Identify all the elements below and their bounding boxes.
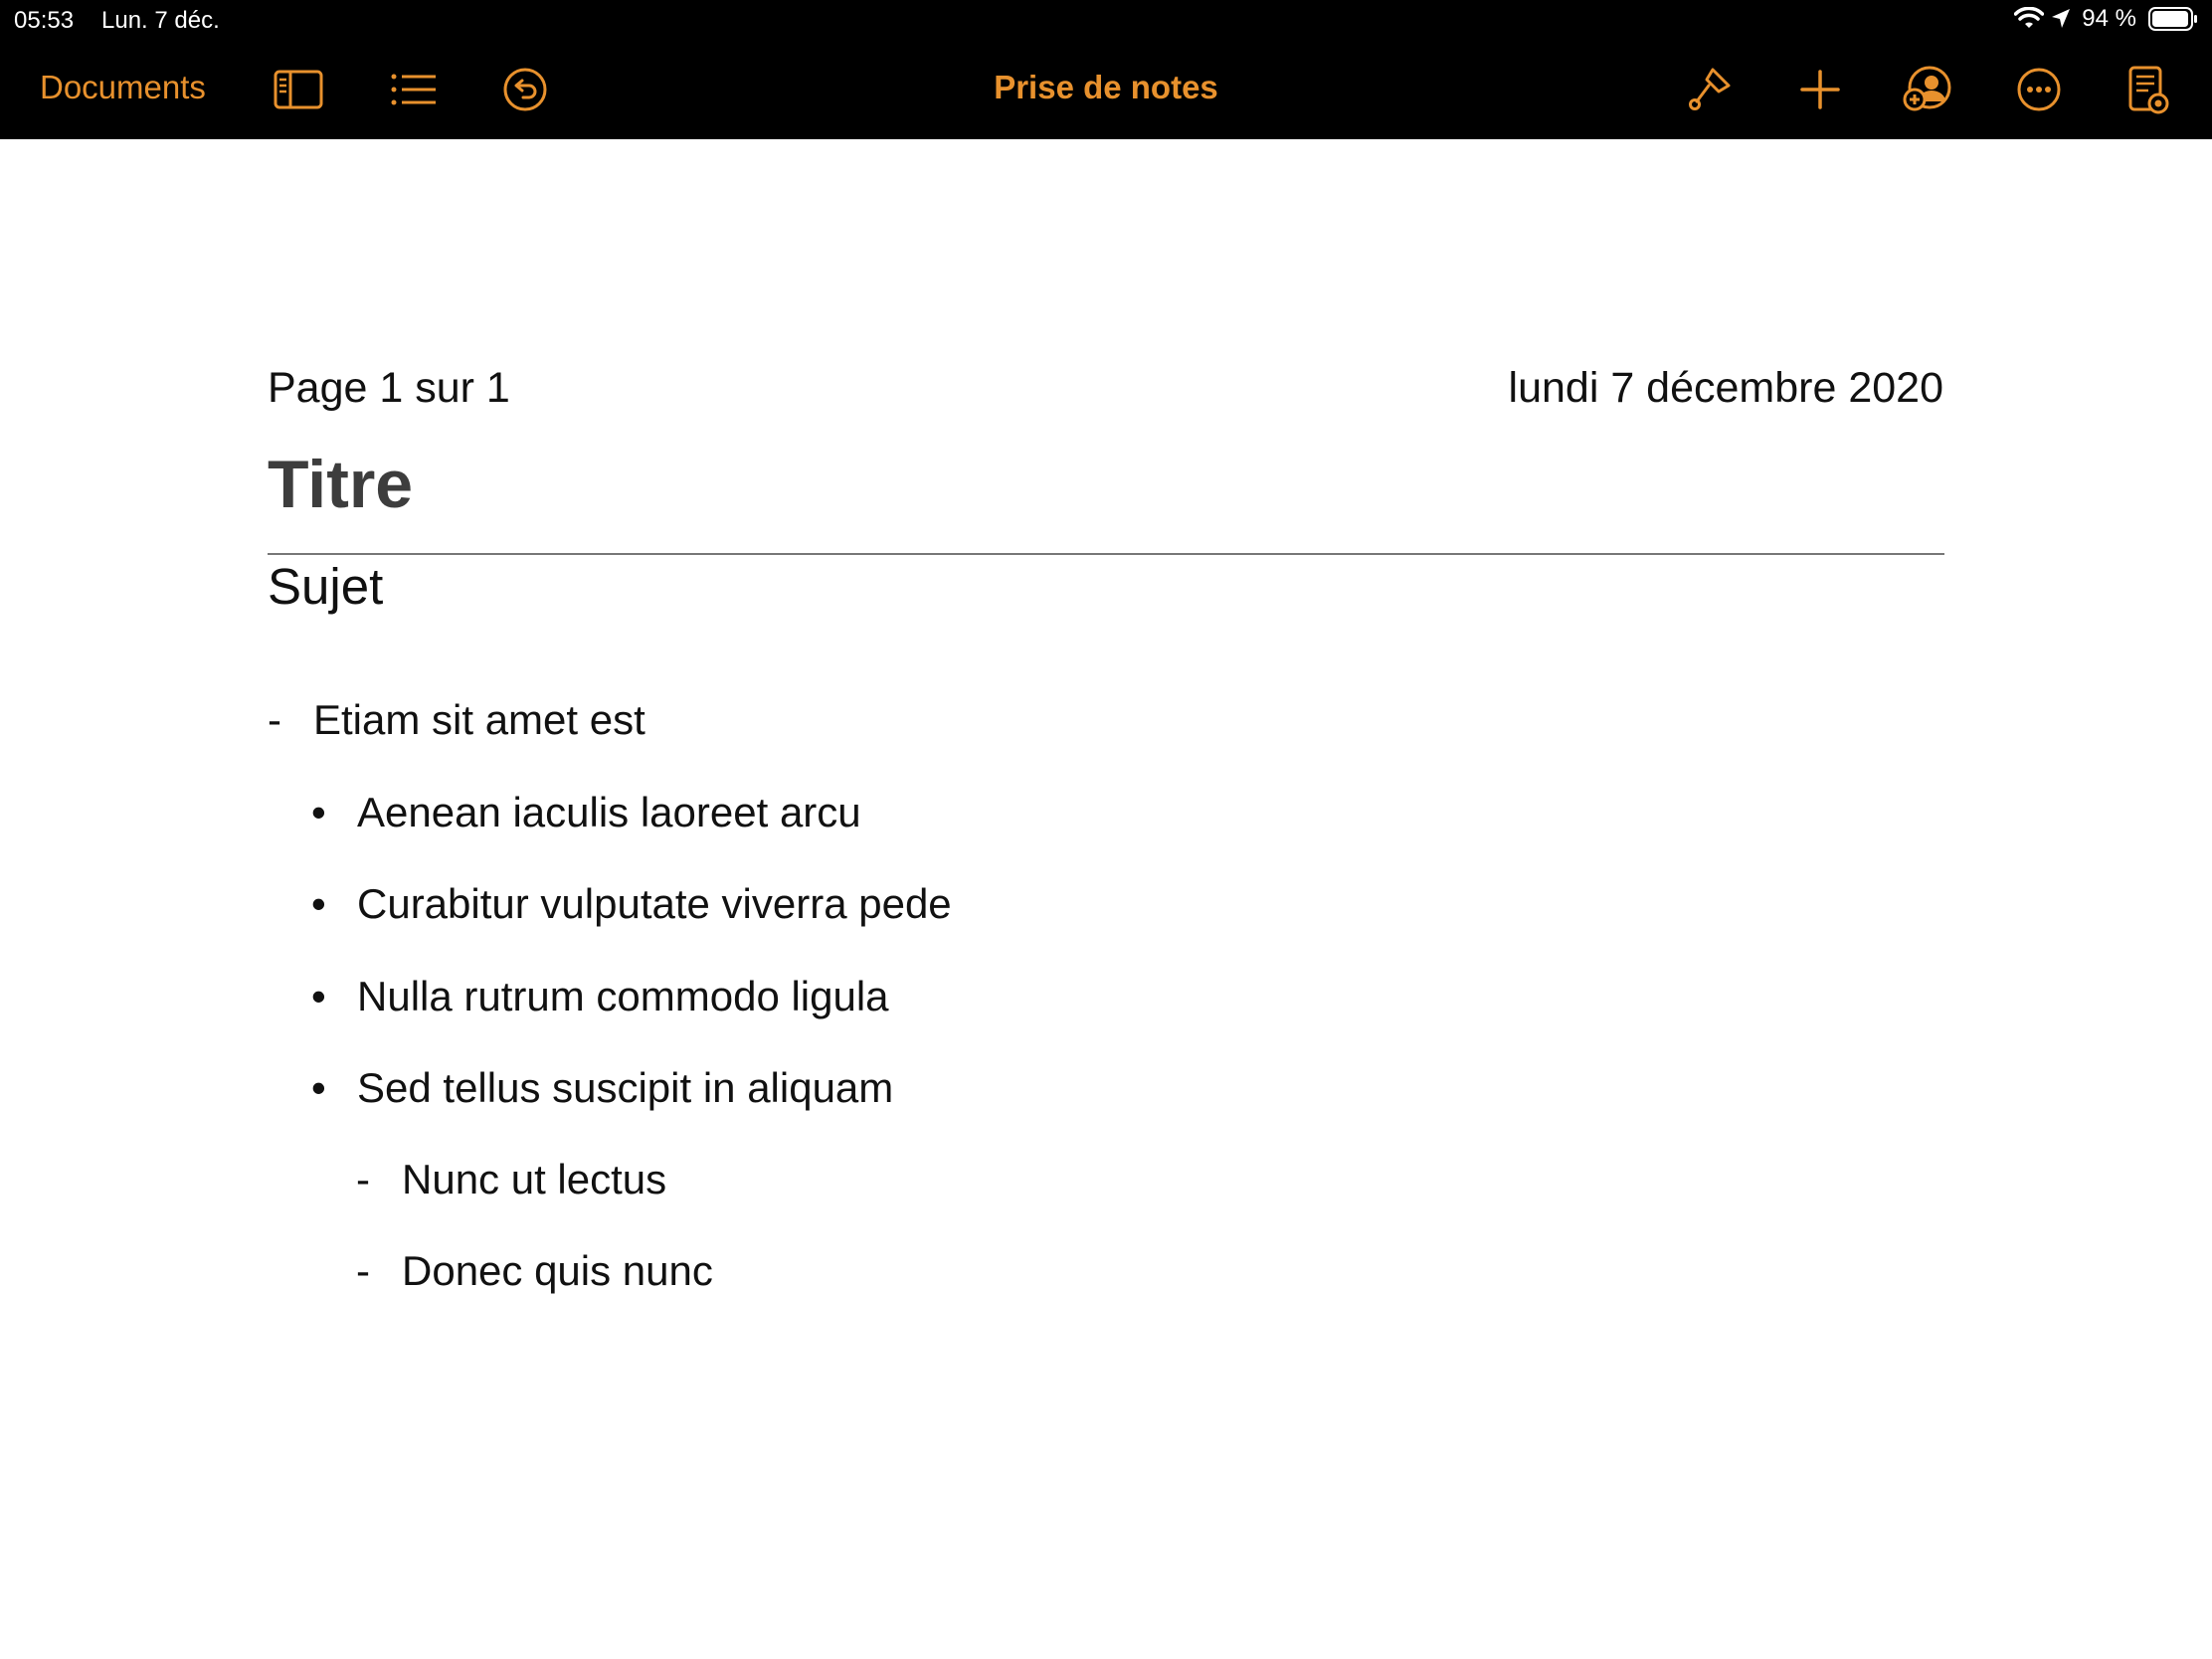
document-page[interactable] — [0, 139, 2212, 1659]
bullet-marker: • — [311, 973, 326, 1019]
page-header-left: Page 1 sur 1 — [268, 364, 510, 412]
location-icon — [2050, 7, 2072, 31]
dash-marker: - — [356, 1247, 370, 1294]
list-item[interactable] — [311, 789, 861, 836]
paintbrush-icon[interactable] — [1683, 62, 1739, 117]
list-item[interactable] — [311, 973, 889, 1020]
list-item[interactable] — [356, 1156, 667, 1203]
plus-icon[interactable] — [1792, 62, 1848, 117]
list-item[interactable] — [268, 696, 645, 744]
list-item[interactable] — [311, 880, 952, 928]
more-icon[interactable] — [2011, 62, 2067, 117]
document-title: Prise de notes — [994, 69, 1218, 105]
list-item-text: Donec quis nunc — [402, 1247, 713, 1294]
divider — [268, 553, 1944, 555]
status-date: Lun. 7 déc. — [101, 7, 220, 34]
wifi-icon — [2014, 7, 2044, 31]
note-subject[interactable]: Sujet — [268, 558, 384, 615]
list-item-text: Curabitur vulputate viverra pede — [357, 880, 952, 927]
status-time: 05:53 — [14, 7, 75, 34]
list-item[interactable] — [311, 1064, 894, 1112]
page-header-right: lundi 7 décembre 2020 — [1508, 364, 1943, 412]
bullet-marker: • — [311, 1064, 326, 1111]
list-item-text: Sed tellus suscipit in aliquam — [357, 1064, 894, 1111]
document-view-icon[interactable] — [2120, 62, 2176, 117]
documents-button[interactable]: Documents — [40, 69, 206, 105]
list-item-text: Nunc ut lectus — [402, 1156, 667, 1202]
list-item-text: Etiam sit amet est — [313, 696, 645, 743]
status-bar — [0, 0, 2212, 40]
toolbar — [0, 40, 2212, 139]
list-item-text: Nulla rutrum commodo ligula — [357, 973, 889, 1019]
collaborate-icon[interactable] — [1900, 62, 1955, 117]
dash-marker: - — [268, 696, 281, 743]
note-title[interactable]: Titre — [268, 447, 414, 522]
list-item-text: Aenean iaculis laoreet arcu — [357, 789, 861, 835]
dash-marker: - — [356, 1156, 370, 1202]
list-item[interactable] — [356, 1247, 713, 1295]
bullet-marker: • — [311, 880, 326, 927]
bullet-marker: • — [311, 789, 326, 835]
battery-percentage: 94 % — [2082, 5, 2136, 32]
status-indicators — [2014, 5, 2198, 33]
battery-icon — [2148, 6, 2198, 32]
